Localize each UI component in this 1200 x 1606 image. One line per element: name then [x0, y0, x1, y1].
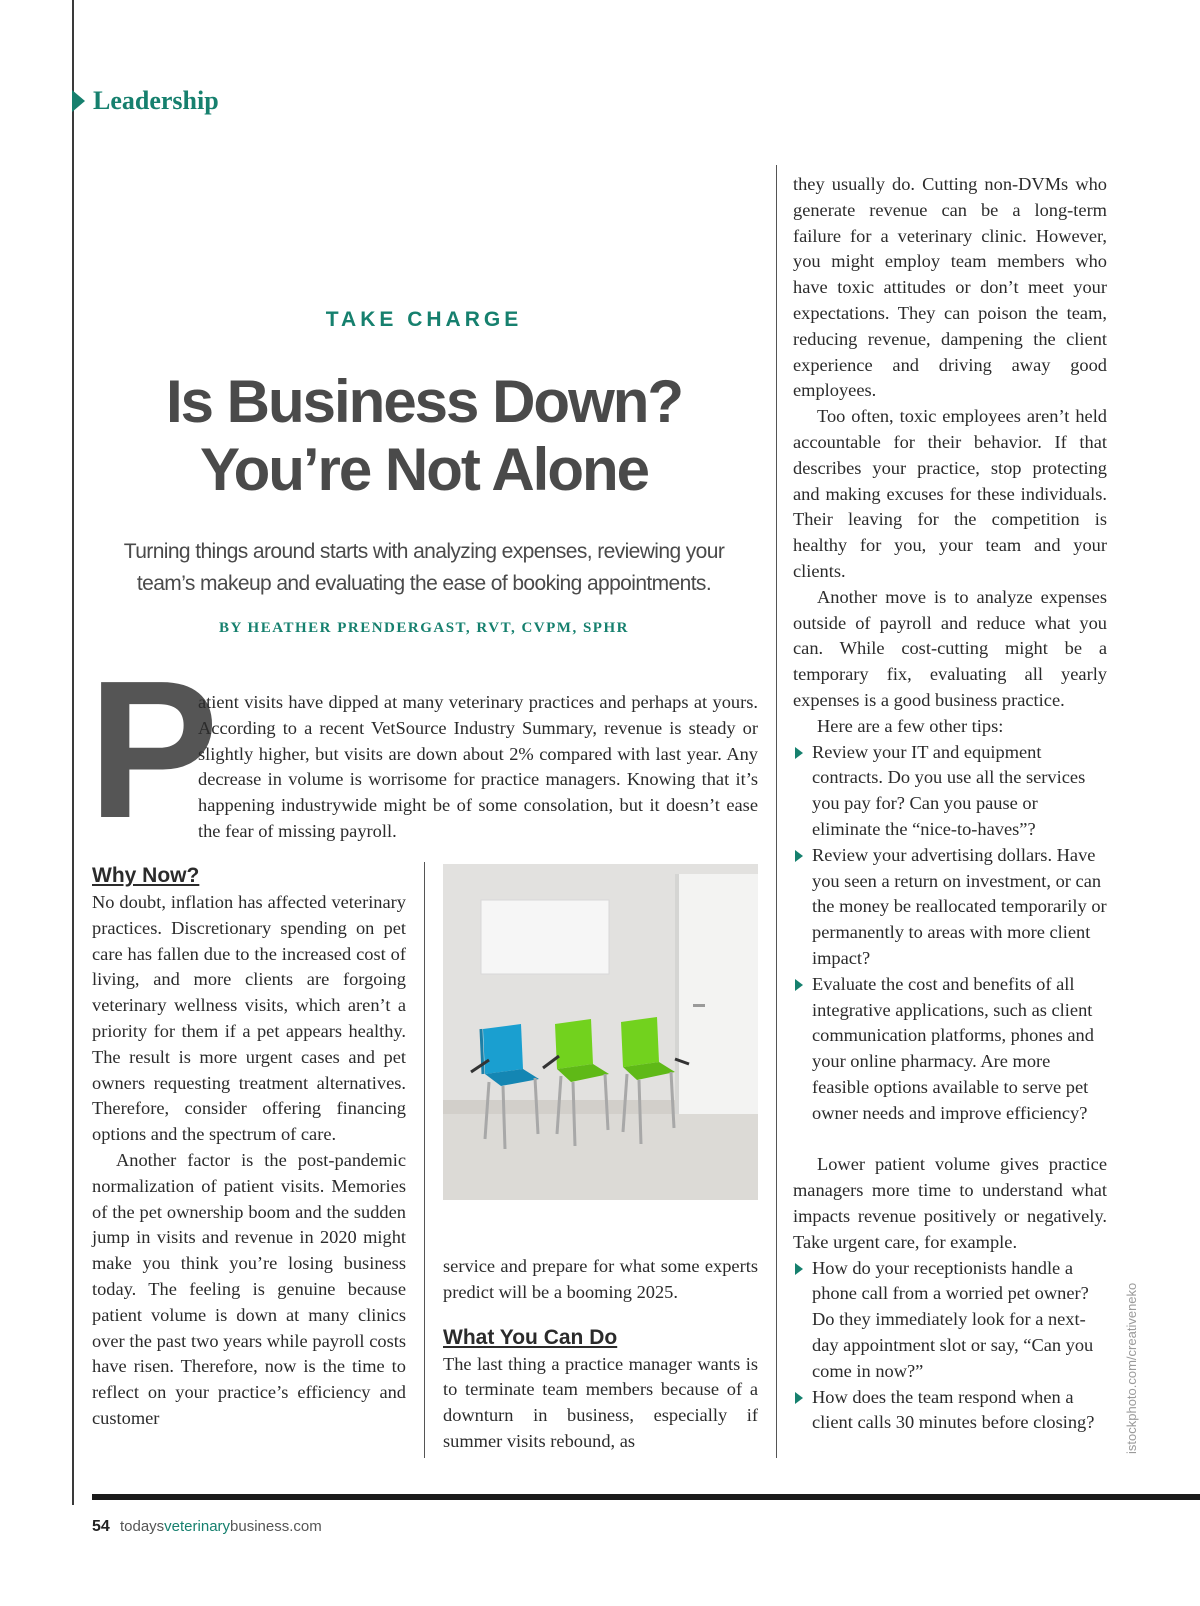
bottom-rule	[92, 1494, 1200, 1500]
subhead-why-now: Why Now?	[92, 864, 200, 887]
triangle-marker-icon	[72, 90, 85, 112]
site-url: todaysveterinarybusiness.com	[119, 1518, 322, 1535]
paragraph: The last thing a practice manager wants is to terminate team members because of a downturn in business, especially if summer visits rebound, as	[443, 1353, 758, 1451]
question-item: How do your receptionists handle a phone call from a worried pet owner? Do they immediately look for a next-day appointment slot or say, “Can you come in now?”	[793, 1256, 1107, 1385]
footer	[92, 1518, 322, 1536]
subhead-what-you-can-do: What You Can Do	[443, 1325, 618, 1349]
paragraph: service and prepare for what some experts predict will be a booming 2025.	[443, 1256, 758, 1302]
byline: BY HEATHER PRENDERGAST, RVT, CVPM, SPHR	[219, 620, 629, 636]
paragraph: Here are a few other tips:	[817, 715, 1004, 736]
paragraph: Too often, toxic employees aren’t held accountable for their behavior. If that describes your practice, stop protecting and making excuses for these individuals. Their leaving for the competition is healthy for you, your team and your clients.	[793, 406, 1107, 581]
deck: Turning things around starts with analyzing expenses, reviewing your team’s makeup and evaluating the ease of booking appointments.	[123, 540, 725, 595]
paragraph: No doubt, inflation has affected veterinary practices. Discretionary spending on pet care has fallen due to the increased cost of living, and more clients are forgoing veterinary wellness visits, which aren’t a priority for them if a pet appears healthy. The result is more urgent cases and pet owners requesting treatment alternatives. Therefore, consider offering financing options and the spectrum of care.	[92, 892, 406, 1145]
tip-item: Review your advertising dollars. Have you seen a return on investment, or can the money be reallocated temporarily or permanently to areas with more client impact?	[793, 843, 1107, 972]
column-3	[793, 172, 1107, 1436]
chairs-illustration-icon	[443, 864, 758, 1200]
paragraph: Another move is to analyze expenses outside of payroll and reduce what you can. While cost-cutting might be a temporary fix, evaluating all yearly expenses is a good business practice.	[793, 586, 1107, 710]
page-number: 54	[92, 1518, 110, 1535]
question-item: How does the team respond when a client calls 30 minutes before closing?	[793, 1385, 1107, 1437]
column-2	[443, 1254, 758, 1455]
section-tag	[72, 86, 219, 116]
tip-item: Review your IT and equipment contracts. Do you use all the services you pay for? Can you pause or eliminate the “nice-to-haves”?	[793, 740, 1107, 843]
margin-rule	[72, 0, 74, 1505]
column-divider	[776, 165, 777, 1458]
headline-line-1: Is Business Down?	[165, 368, 683, 435]
paragraph: Another factor is the post-pandemic normalization of patient visits. Memories of the pet ownership boom and the sudden jump in visits and revenue in 2020 might make you think you’re losing business today. The feeling is genuine because patient volume is down at many clinics over the past two years while payroll costs have risen. Therefore, now is the time to reflect on your practice’s efficiency and customer	[92, 1149, 406, 1428]
photo-credit: istockphoto.com/creativeneko	[1124, 1282, 1139, 1454]
tip-item: Evaluate the cost and benefits of all integrative applications, such as client communication platforms, phones and your online pharmacy. Are more feasible options available to serve pet owner needs and improve efficiency?	[793, 972, 1107, 1127]
headline-line-2: You’re Not Alone	[200, 436, 648, 503]
waiting-room-photo	[443, 864, 758, 1200]
kicker: TAKE CHARGE	[325, 308, 523, 331]
column-1	[92, 862, 406, 1432]
column-divider	[424, 862, 425, 1458]
drop-cap: P	[88, 640, 219, 859]
headline	[90, 368, 758, 504]
section-label: Leadership	[93, 86, 219, 115]
intro-paragraph: atient visits have dipped at many veterinary practices and perhaps at yours. According to a recent VetSource Industry Summary, revenue is steady or slightly higher, but visits are down about 2% compared with last year. Any decrease in volume is worrisome for practice managers. Knowing that it’s happening industrywide might be of some consolation, but it doesn’t ease the fear of missing payroll.	[198, 692, 758, 841]
paragraph: Lower patient volume gives practice managers more time to understand what impacts revenue positively or negatively. Take urgent care, for example.	[793, 1154, 1107, 1252]
paragraph: they usually do. Cutting non-DVMs who generate revenue can be a long-term failure for a veterinary clinic. However, you might employ team members who have toxic attitudes or don’t meet your expectations. They can poison the team, reducing revenue, dampening the client experience and driving away good employees.	[793, 174, 1107, 401]
